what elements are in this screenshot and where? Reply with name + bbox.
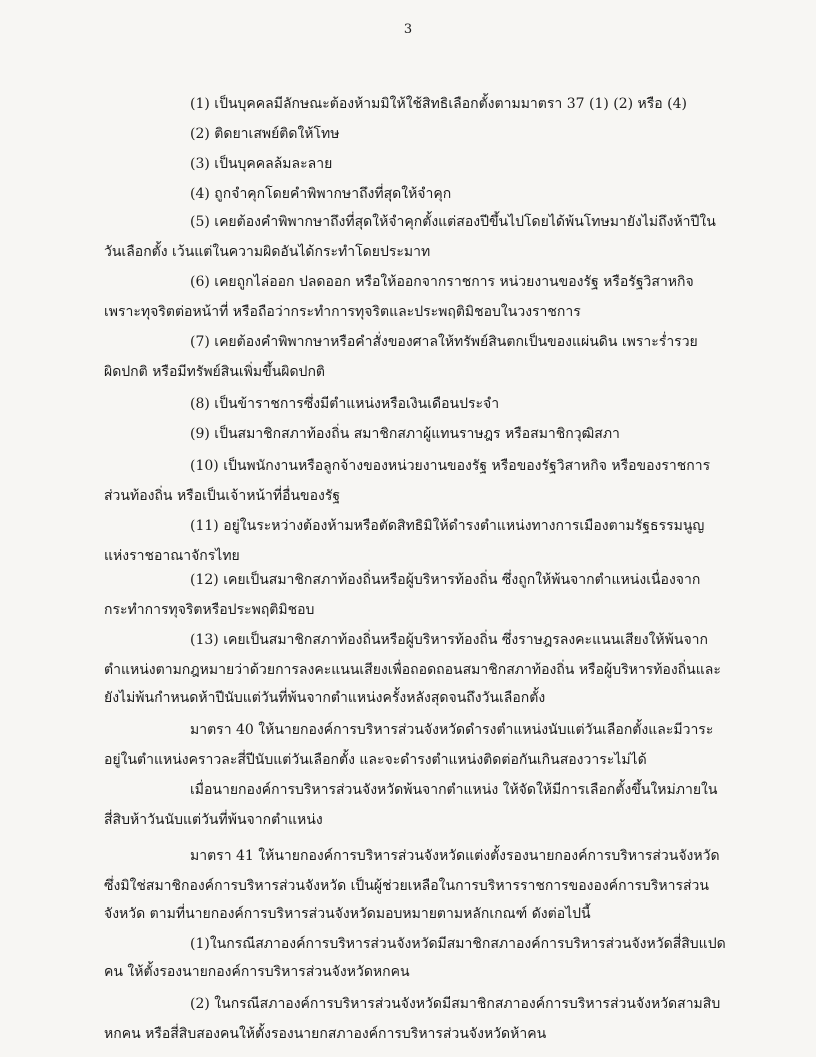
text-line: ผิดปกติ หรือมีทรัพย์สินเพิ่มขึ้นผิดปกติ <box>104 364 326 380</box>
text-line: ยังไม่พ้นกำหนดห้าปีนับแต่วันที่พ้นจากตำแหน่งครั้งหลังสุดจนถึงวันเลือกตั้ง <box>104 690 546 706</box>
text-line: แห่งราชอาณาจักรไทย <box>104 548 240 564</box>
text-line: มาตรา 40 ให้นายกองค์การบริหารส่วนจังหวัดดำรงตำแหน่งนับแต่วันเลือกตั้งและมีวาระ <box>190 722 714 738</box>
text-line: จังหวัด ตามที่นายกองค์การบริหารส่วนจังหวัดมอบหมายตามหลักเกณฑ์ ดังต่อไปนี้ <box>104 906 591 922</box>
text-line: (13) เคยเป็นสมาชิกสภาท้องถิ่นหรือผู้บริหารท้องถิ่น ซึ่งราษฎรลงคะแนนเสียงให้พ้นจาก <box>190 632 708 648</box>
text-line: (1) เป็นบุคคลมีลักษณะต้องห้ามมิให้ใช้สิทธิเลือกตั้งตามมาตรา 37 (1) (2) หรือ (4) <box>190 96 687 112</box>
text-line: คน ให้ตั้งรองนายกองค์การบริหารส่วนจังหวัดหกคน <box>104 964 410 980</box>
text-line: (2) ในกรณีสภาองค์การบริหารส่วนจังหวัดมีสมาชิกสภาองค์การบริหารส่วนจังหวัดสามสิบ <box>190 996 721 1012</box>
text-line: (12) เคยเป็นสมาชิกสภาท้องถิ่นหรือผู้บริหารท้องถิ่น ซึ่งถูกให้พ้นจากตำแหน่งเนื่องจาก <box>190 572 701 588</box>
text-line: กระทำการทุจริตหรือประพฤติมิชอบ <box>104 602 315 618</box>
text-line: (7) เคยต้องคำพิพากษาหรือคำสั่งของศาลให้ทรัพย์สินตกเป็นของแผ่นดิน เพราะร่ำรวย <box>190 334 698 350</box>
page-number: 3 <box>403 22 413 37</box>
text-line: อยู่ในตำแหน่งคราวละสี่ปีนับแต่วันเลือกตั้ง และจะดำรงตำแหน่งติดต่อกันเกินสองวาระไม่ได้ <box>104 752 647 768</box>
text-line: (2) ติดยาเสพย์ติดให้โทษ <box>190 126 340 142</box>
text-line: (4) ถูกจำคุกโดยคำพิพากษาถึงที่สุดให้จำคุก <box>190 186 452 202</box>
text-line: ส่วนท้องถิ่น หรือเป็นเจ้าหน้าที่อื่นของรัฐ <box>104 488 341 504</box>
text-line: วันเลือกตั้ง เว้นแต่ในความผิดอันได้กระทำโดยประมาท <box>104 244 431 260</box>
text-line: ซึ่งมิใช่สมาชิกองค์การบริหารส่วนจังหวัด เป็นผู้ช่วยเหลือในการบริหารราชการขององค์การบริหารส่วน <box>104 878 709 894</box>
text-line: (3) เป็นบุคคลล้มละลาย <box>190 156 333 172</box>
text-line: เมื่อนายกองค์การบริหารส่วนจังหวัดพ้นจากตำแหน่ง ให้จัดให้มีการเลือกตั้งขึ้นใหม่ภายใน <box>190 782 718 798</box>
text-line: สี่สิบห้าวันนับแต่วันที่พ้นจากตำแหน่ง <box>104 812 323 828</box>
text-line: (9) เป็นสมาชิกสภาท้องถิ่น สมาชิกสภาผู้แทนราษฎร หรือสมาชิกวุฒิสภา <box>190 426 620 442</box>
text-line: (1)ในกรณีสภาองค์การบริหารส่วนจังหวัดมีสมาชิกสภาองค์การบริหารส่วนจังหวัดสี่สิบแปด <box>190 936 726 952</box>
text-line: ตำแหน่งตามกฎหมายว่าด้วยการลงคะแนนเสียงเพื่อถอดถอนสมาชิกสภาท้องถิ่น หรือผู้บริหารท้องถิ่นและ <box>104 662 721 678</box>
text-line: มาตรา 41 ให้นายกองค์การบริหารส่วนจังหวัดแต่งตั้งรองนายกองค์การบริหารส่วนจังหวัด <box>190 848 720 864</box>
text-line: หกคน หรือสี่สิบสองคนให้ตั้งรองนายกสภาองค์การบริหารส่วนจังหวัดห้าคน <box>104 1026 547 1042</box>
text-line: (11) อยู่ในระหว่างต้องห้ามหรือตัดสิทธิมิให้ดำรงตำแหน่งทางการเมืองตามรัฐธรรมนูญ <box>190 518 705 534</box>
text-line: (5) เคยต้องคำพิพากษาถึงที่สุดให้จำคุกตั้งแต่สองปีขึ้นไปโดยได้พ้นโทษมายังไม่ถึงห้าปีใน <box>190 214 716 230</box>
text-line: (8) เป็นข้าราชการซึ่งมีตำแหน่งหรือเงินเดือนประจำ <box>190 396 500 412</box>
text-line: (6) เคยถูกไล่ออก ปลดออก หรือให้ออกจากราชการ หน่วยงานของรัฐ หรือรัฐวิสาหกิจ <box>190 274 694 290</box>
text-line: (10) เป็นพนักงานหรือลูกจ้างของหน่วยงานของรัฐ หรือของรัฐวิสาหกิจ หรือของราชการ <box>190 458 711 474</box>
text-line: เพราะทุจริตต่อหน้าที่ หรือถือว่ากระทำการทุจริตและประพฤติมิชอบในวงราชการ <box>104 304 581 320</box>
